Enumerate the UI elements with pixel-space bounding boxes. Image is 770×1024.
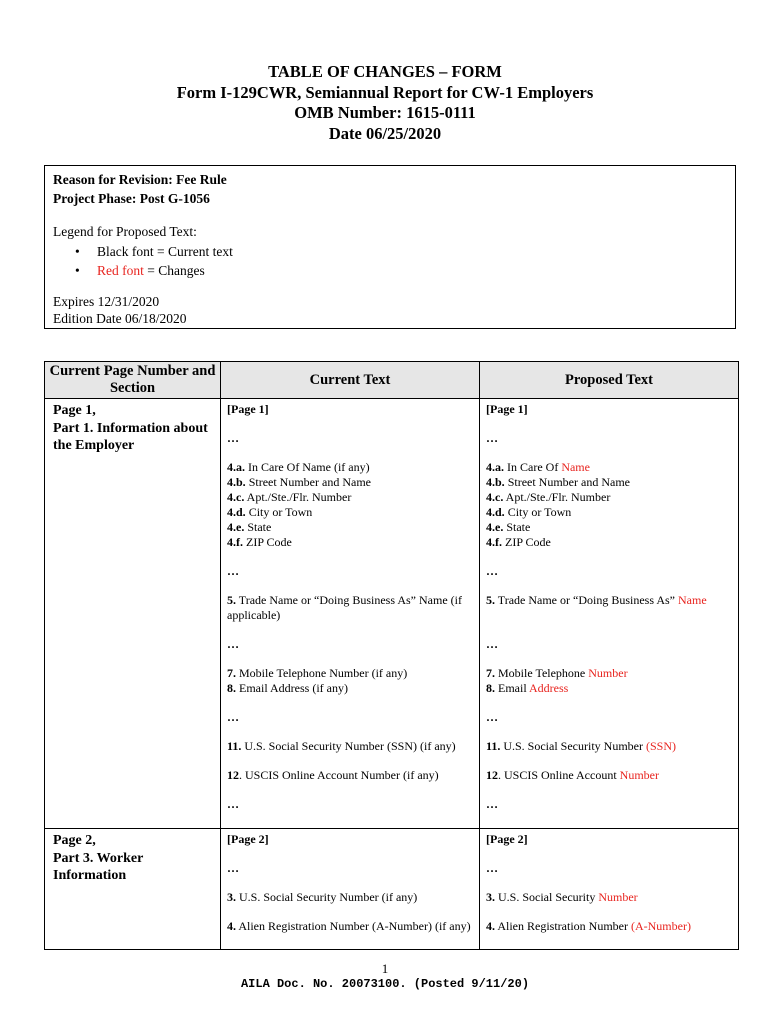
legend-item-red: • Red font = Changes: [97, 261, 727, 281]
current-item-4b: 4.b. Street Number and Name: [227, 475, 371, 489]
header-proposed-text: Proposed Text: [480, 362, 739, 399]
current-item-4e: 4.e. State: [227, 520, 272, 534]
proposed-item-4a: 4.a. In Care Of Name: [486, 460, 590, 474]
proposed-item-5: 5. Trade Name or “Doing Business As” Name: [486, 593, 707, 607]
title-line-1: TABLE OF CHANGES – FORM: [268, 62, 502, 81]
legend-title: Legend for Proposed Text:: [53, 224, 197, 239]
row2-current-text: [Page 2] … 3. U.S. Social Security Number (if any) 4. Alien Registration Number (A-Number) (if any): [221, 829, 480, 950]
current-item-4f: 4.f. ZIP Code: [227, 535, 292, 549]
edition-date: Edition Date 06/18/2020: [53, 310, 187, 326]
current-item-7: 7. Mobile Telephone Number (if any): [227, 666, 408, 680]
table-row: [45, 399, 739, 829]
proposed-item-8: 8. Email Address: [486, 681, 569, 695]
proposed-worker-item-3: 3. U.S. Social Security Number: [486, 890, 638, 904]
row2-section: Page 2, Part 3. Worker Information: [45, 829, 221, 950]
table-row: [45, 829, 739, 950]
proposed-item-11: 11. U.S. Social Security Number (SSN): [486, 739, 677, 753]
aila-doc-reference: AILA Doc. No. 20073100. (Posted 9/11/20): [240, 977, 530, 991]
current-worker-item-3: 3. U.S. Social Security Number (if any): [227, 890, 418, 904]
legend-item-black: • Black font = Current text: [97, 242, 727, 262]
expires-date: Expires 12/31/2020: [53, 293, 160, 309]
title-line-3: OMB Number: 1615-0111: [294, 103, 476, 122]
document-title: [0, 62, 770, 144]
row2-proposed-text: [Page 2] … 3. U.S. Social Security Number 4. Alien Registration Number (A-Number): [480, 829, 739, 950]
current-item-11: 11. U.S. Social Security Number (SSN) (if any): [227, 739, 456, 753]
proposed-item-4d: 4.d. City or Town: [486, 505, 572, 519]
page-number: 1: [381, 961, 389, 976]
reason-for-revision: Reason for Revision: Fee Rule: [53, 172, 227, 187]
title-line-4: Date 06/25/2020: [328, 123, 442, 143]
page-footer: [0, 962, 770, 992]
header-current-text: Current Text: [221, 362, 480, 399]
proposed-worker-item-4: 4. Alien Registration Number (A-Number): [486, 919, 691, 933]
row1-current-text: [Page 1] … 4.a. In Care Of Name (if any) 4.b. Street Number and Name 4.c. Apt./Ste./Flr. Number 4.d. City or Town 4.e. State 4.f. ZIP Code … 5. Trade Name or “Doing Business As” Name (if applicable) … 7. Mobile Telephone Number (if any) 8. Email Address (if any) … 11. U.S. Social Security Number (SSN) (if any) 12. USCIS Online Account Number (if any) …: [221, 399, 480, 829]
proposed-item-12: 12. USCIS Online Account Number: [486, 768, 659, 782]
proposed-item-4b: 4.b. Street Number and Name: [486, 475, 630, 489]
proposed-item-7: 7. Mobile Telephone Number: [486, 666, 628, 680]
current-item-4a: 4.a. In Care Of Name (if any): [227, 460, 370, 474]
current-item-12: 12. USCIS Online Account Number (if any): [227, 768, 439, 782]
header-section: Current Page Number and Section: [45, 362, 221, 399]
proposed-item-4c: 4.c. Apt./Ste./Flr. Number: [486, 490, 611, 504]
current-item-8: 8. Email Address (if any): [227, 681, 348, 695]
legend-list: [53, 242, 727, 281]
current-worker-item-4: 4. Alien Registration Number (A-Number) (if any): [227, 919, 471, 933]
row1-proposed-text: [Page 1] … 4.a. In Care Of Name 4.b. Street Number and Name 4.c. Apt./Ste./Flr. Number 4.d. City or Town 4.e. State 4.f. ZIP Code … 5. Trade Name or “Doing Business As” Name … 7. Mobile Telephone Number 8. Email Address … 11. U.S. Social Security Number (SSN) 12. USCIS Online Account Number …: [480, 399, 739, 829]
current-item-4d: 4.d. City or Town: [227, 505, 313, 519]
current-item-4c: 4.c. Apt./Ste./Flr. Number: [227, 490, 352, 504]
revision-info-box: [44, 165, 736, 329]
proposed-item-4e: 4.e. State: [486, 520, 531, 534]
title-line-2: Form I-129CWR, Semiannual Report for CW-1 Employers: [176, 82, 594, 102]
changes-table: [44, 361, 739, 950]
current-item-5: 5. Trade Name or “Doing Business As” Name (if applicable): [227, 593, 462, 622]
proposed-item-4f: 4.f. ZIP Code: [486, 535, 551, 549]
project-phase: Project Phase: Post G-1056: [53, 191, 210, 206]
table-header-row: [45, 362, 739, 399]
row1-section: Page 1, Part 1. Information about the Employer: [45, 399, 221, 829]
